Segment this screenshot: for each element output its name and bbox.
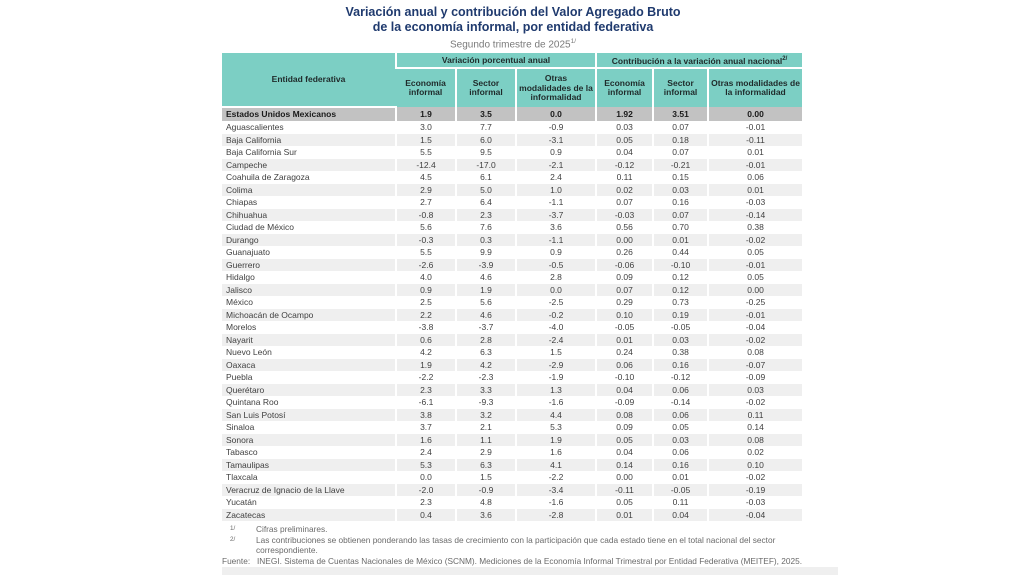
value-cell: 2.3: [396, 496, 456, 509]
value-cell: -0.9: [516, 121, 596, 134]
report-page: [222, 0, 804, 567]
value-cell: -3.7: [516, 209, 596, 222]
value-cell: 0.16: [653, 196, 708, 209]
value-cell: 0.19: [653, 309, 708, 322]
value-cell: 1.92: [596, 107, 653, 121]
table-row: [222, 209, 802, 222]
table-row: [222, 246, 802, 259]
entity-name: Coahuila de Zaragoza: [226, 172, 310, 183]
value-cell: -0.8: [396, 209, 456, 222]
value-cell: 0.02: [708, 446, 802, 459]
value-cell: 4.8: [456, 496, 516, 509]
value-cell: 3.2: [456, 409, 516, 422]
value-cell: 2.7: [396, 196, 456, 209]
value-cell: 3.51: [653, 107, 708, 121]
table-row: [222, 134, 802, 147]
value-cell: 2.3: [396, 384, 456, 397]
entity-name: Quintana Roo: [226, 397, 279, 408]
value-cell: -2.9: [516, 359, 596, 372]
column-group-contribution: [596, 53, 802, 68]
value-cell: -0.02: [708, 396, 802, 409]
value-cell: 0.10: [708, 459, 802, 472]
entity-name: Baja California Sur: [226, 147, 297, 158]
value-cell: -0.06: [596, 259, 653, 272]
value-cell: 3.6: [516, 221, 596, 234]
footnote-1-text: Cifras preliminares.: [256, 524, 328, 535]
value-cell: 2.9: [456, 446, 516, 459]
value-cell: 0.07: [596, 284, 653, 297]
entity-name: Hidalgo: [226, 272, 255, 283]
table-row: [222, 434, 802, 447]
table-row: [222, 346, 802, 359]
value-cell: 0.03: [653, 434, 708, 447]
value-cell: 0.04: [596, 146, 653, 159]
value-cell: 0.04: [596, 446, 653, 459]
value-cell: 0.08: [708, 346, 802, 359]
value-cell: 0.56: [596, 221, 653, 234]
value-cell: 0.07: [653, 209, 708, 222]
value-cell: 4.2: [456, 359, 516, 372]
value-cell: 4.0: [396, 271, 456, 284]
table-row: [222, 471, 802, 484]
value-cell: 4.1: [516, 459, 596, 472]
value-cell: 0.09: [596, 421, 653, 434]
table-row: [222, 421, 802, 434]
entity-name: Zacatecas: [222, 509, 396, 522]
value-cell: 2.2: [396, 309, 456, 322]
report-title-line1: Variación anual y contribución del Valor Agregado Bruto: [345, 5, 681, 19]
value-cell: -1.1: [516, 196, 596, 209]
footnotes: [222, 524, 804, 567]
table-row: [222, 221, 802, 234]
footnote-1: [222, 524, 804, 535]
value-cell: 0.00: [596, 471, 653, 484]
value-cell: -0.25: [708, 296, 802, 309]
table-row: [222, 484, 802, 497]
entity-name: Estados Unidos Mexicanos: [222, 107, 396, 121]
value-cell: 0.03: [708, 384, 802, 397]
table-row: [222, 509, 802, 522]
value-cell: -0.21: [653, 159, 708, 172]
value-cell: 0.0: [396, 471, 456, 484]
value-cell: -2.2: [396, 371, 456, 384]
value-cell: 1.9: [396, 359, 456, 372]
value-cell: 0.01: [596, 509, 653, 522]
value-cell: 1.9: [456, 284, 516, 297]
header-group-row: [222, 53, 802, 68]
table-row: [222, 234, 802, 247]
subtitle-footnote-marker: 1/: [570, 38, 577, 45]
value-cell: 1.5: [456, 471, 516, 484]
value-cell: 0.01: [596, 334, 653, 347]
entity-name: Nayarit: [222, 334, 396, 347]
value-cell: -3.4: [516, 484, 596, 497]
value-cell: -2.5: [516, 296, 596, 309]
entity-name: México: [226, 297, 253, 308]
value-cell: 0.11: [596, 171, 653, 184]
entity-name: Tlaxcala: [226, 472, 258, 483]
value-cell: 9.5: [456, 146, 516, 159]
entity-name: Michoacán de Ocampo: [222, 309, 396, 322]
footnote-2-text: Las contribuciones se obtienen ponderando las tasas de crecimiento con la participación que cada estado tiene en el total nacional del sector correspondiente.: [256, 534, 776, 556]
value-cell: -2.4: [516, 334, 596, 347]
value-cell: -0.07: [708, 359, 802, 372]
value-cell: -0.9: [456, 484, 516, 497]
entity-name: Veracruz de Ignacio de la Llave: [222, 484, 396, 497]
group-contribution-footnote-marker: 2/: [782, 55, 788, 62]
entity-name: Jalisco: [222, 284, 396, 297]
value-cell: 0.01: [653, 234, 708, 247]
value-cell: -0.14: [653, 396, 708, 409]
table-row: [222, 384, 802, 397]
value-cell: 3.3: [456, 384, 516, 397]
value-cell: 4.6: [456, 309, 516, 322]
value-cell: -2.8: [516, 509, 596, 522]
value-cell: 0.06: [596, 359, 653, 372]
value-cell: 0.04: [596, 384, 653, 397]
value-cell: -0.03: [596, 209, 653, 222]
value-cell: 2.9: [396, 184, 456, 197]
value-cell: -0.19: [708, 484, 802, 497]
table-row: [222, 496, 802, 509]
value-cell: 0.16: [653, 359, 708, 372]
value-cell: -0.05: [653, 484, 708, 497]
value-cell: -0.04: [708, 509, 802, 522]
value-cell: 0.6: [396, 334, 456, 347]
entity-name: Oaxaca: [222, 359, 396, 372]
table-row: [222, 259, 802, 272]
value-cell: -0.11: [596, 484, 653, 497]
value-cell: 5.5: [396, 146, 456, 159]
value-cell: 0.00: [708, 284, 802, 297]
value-cell: 7.7: [456, 121, 516, 134]
column-header-economia-informal-var: Economía informal: [396, 68, 456, 107]
value-cell: 0.07: [596, 196, 653, 209]
value-cell: 0.9: [396, 284, 456, 297]
value-cell: 1.5: [396, 134, 456, 147]
footnote-2: [222, 535, 804, 556]
value-cell: -17.0: [456, 159, 516, 172]
value-cell: 0.05: [708, 246, 802, 259]
value-cell: 0.01: [653, 471, 708, 484]
value-cell: 0.07: [653, 121, 708, 134]
table-row: [222, 271, 802, 284]
value-cell: 0.14: [596, 459, 653, 472]
value-cell: -9.3: [456, 396, 516, 409]
column-header-otras-modalidades-contrib: Otras modalidades de la informalidad: [708, 68, 802, 107]
value-cell: 0.4: [396, 509, 456, 522]
value-cell: 0.09: [596, 271, 653, 284]
value-cell: -0.05: [653, 321, 708, 334]
group-contribution-label: Contribución a la variación anual nacional: [611, 55, 783, 66]
report-subtitle: [222, 36, 804, 51]
value-cell: -3.8: [396, 321, 456, 334]
column-header-otras-modalidades-var: Otras modalidades de la informalidad: [516, 68, 596, 107]
value-cell: 0.02: [596, 184, 653, 197]
entity-name: Sinaloa: [226, 422, 255, 433]
value-cell: 0.03: [653, 184, 708, 197]
column-header-entity: Entidad federativa: [222, 53, 396, 107]
value-cell: -2.0: [396, 484, 456, 497]
value-cell: -2.2: [516, 471, 596, 484]
table-row: [222, 459, 802, 472]
value-cell: 4.5: [396, 171, 456, 184]
value-cell: 1.6: [516, 446, 596, 459]
entity-name: Baja California: [222, 134, 396, 147]
entity-name: Guanajuato: [226, 247, 270, 258]
value-cell: -12.4: [396, 159, 456, 172]
value-cell: -2.6: [396, 259, 456, 272]
value-cell: 0.15: [653, 171, 708, 184]
table-row: [222, 171, 802, 184]
value-cell: 0.26: [596, 246, 653, 259]
value-cell: 0.08: [708, 434, 802, 447]
value-cell: 1.9: [516, 434, 596, 447]
subtitle-text: Segundo trimestre de 2025: [449, 39, 571, 51]
value-cell: -0.01: [708, 121, 802, 134]
value-cell: 0.08: [596, 409, 653, 422]
value-cell: -2.1: [516, 159, 596, 172]
entity-name: Campeche: [222, 159, 396, 172]
value-cell: -0.02: [708, 471, 802, 484]
table-row: [222, 371, 802, 384]
value-cell: 6.3: [456, 346, 516, 359]
value-cell: -0.02: [708, 334, 802, 347]
table-row: [222, 121, 802, 134]
entity-name: Durango: [222, 234, 396, 247]
value-cell: 0.06: [653, 446, 708, 459]
entity-name: Aguascalientes: [226, 122, 284, 133]
value-cell: -4.0: [516, 321, 596, 334]
value-cell: 0.00: [708, 107, 802, 121]
value-cell: 0.38: [708, 221, 802, 234]
value-cell: 0.06: [708, 171, 802, 184]
value-cell: 0.04: [653, 509, 708, 522]
value-cell: 0.24: [596, 346, 653, 359]
value-cell: 3.7: [396, 421, 456, 434]
value-cell: 4.6: [456, 271, 516, 284]
value-cell: 0.00: [596, 234, 653, 247]
table-row: [222, 184, 802, 197]
table-row: [222, 284, 802, 297]
value-cell: 0.03: [653, 334, 708, 347]
entity-name: Chiapas: [226, 197, 258, 208]
value-cell: 2.4: [396, 446, 456, 459]
value-cell: 0.0: [516, 107, 596, 121]
value-cell: 2.3: [456, 209, 516, 222]
source-text: INEGI. Sistema de Cuentas Nacionales de México (SCNM). Mediciones de la Economía Informal Trimestral por Entidad Federativa (MEITEF), 2025.: [257, 556, 803, 567]
column-header-sector-informal-var: Sector informal: [456, 68, 516, 107]
value-cell: 5.6: [456, 296, 516, 309]
value-cell: -0.2: [516, 309, 596, 322]
value-cell: -1.6: [516, 396, 596, 409]
value-cell: 0.05: [653, 421, 708, 434]
entity-name: Querétaro: [222, 384, 396, 397]
entity-name: San Luis Potosí: [222, 409, 396, 422]
value-cell: 1.6: [396, 434, 456, 447]
value-cell: 9.9: [456, 246, 516, 259]
value-cell: 0.05: [708, 271, 802, 284]
value-cell: -0.01: [708, 259, 802, 272]
value-cell: -0.3: [396, 234, 456, 247]
value-cell: 0.05: [596, 496, 653, 509]
column-header-economia-informal-contrib: Economía informal: [596, 68, 653, 107]
value-cell: 5.3: [396, 459, 456, 472]
value-cell: 3.0: [396, 121, 456, 134]
value-cell: 0.01: [708, 146, 802, 159]
value-cell: 0.11: [708, 409, 802, 422]
value-cell: -2.3: [456, 371, 516, 384]
value-cell: 5.5: [396, 246, 456, 259]
source-line: [222, 556, 804, 567]
value-cell: 1.3: [516, 384, 596, 397]
value-cell: 2.5: [396, 296, 456, 309]
table-row-national: [222, 107, 802, 121]
entity-name: Ciudad de México: [226, 222, 295, 233]
value-cell: 0.0: [516, 284, 596, 297]
entity-name: Guerrero: [222, 259, 396, 272]
value-cell: 3.6: [456, 509, 516, 522]
value-cell: 0.11: [653, 496, 708, 509]
value-cell: -0.01: [708, 159, 802, 172]
value-cell: 0.3: [456, 234, 516, 247]
value-cell: -0.5: [516, 259, 596, 272]
value-cell: 0.06: [653, 409, 708, 422]
entity-name: Chihuahua: [222, 209, 396, 222]
table-row: [222, 396, 802, 409]
table-row: [222, 359, 802, 372]
value-cell: -0.04: [708, 321, 802, 334]
value-cell: 2.8: [456, 334, 516, 347]
value-cell: 6.1: [456, 171, 516, 184]
entity-name: Puebla: [226, 372, 253, 383]
table-row: [222, 321, 802, 334]
column-group-variation: [396, 53, 596, 68]
value-cell: -1.1: [516, 234, 596, 247]
value-cell: -0.01: [708, 309, 802, 322]
value-cell: 7.6: [456, 221, 516, 234]
entity-name: Colima: [222, 184, 396, 197]
value-cell: -0.11: [708, 134, 802, 147]
value-cell: -0.12: [653, 371, 708, 384]
report-title-line2: de la economía informal, por entidad federativa: [372, 20, 654, 34]
value-cell: 3.8: [396, 409, 456, 422]
value-cell: 0.9: [516, 146, 596, 159]
value-cell: -0.09: [708, 371, 802, 384]
value-cell: -0.12: [596, 159, 653, 172]
value-cell: 0.12: [653, 271, 708, 284]
value-cell: 1.9: [396, 107, 456, 121]
entity-name: Nuevo León: [226, 347, 272, 358]
value-cell: 0.14: [708, 421, 802, 434]
value-cell: 0.10: [596, 309, 653, 322]
value-cell: 0.70: [653, 221, 708, 234]
value-cell: 4.2: [396, 346, 456, 359]
value-cell: -0.03: [708, 196, 802, 209]
value-cell: 4.4: [516, 409, 596, 422]
value-cell: -1.9: [516, 371, 596, 384]
table-row: [222, 196, 802, 209]
value-cell: 6.4: [456, 196, 516, 209]
footnote-2-marker: 2/: [230, 535, 236, 543]
table-row: [222, 296, 802, 309]
value-cell: 0.07: [653, 146, 708, 159]
table-row: [222, 309, 802, 322]
value-cell: -1.6: [516, 496, 596, 509]
source-label: Fuente:: [222, 556, 251, 567]
value-cell: 5.0: [456, 184, 516, 197]
value-cell: 0.05: [596, 134, 653, 147]
value-cell: 0.16: [653, 459, 708, 472]
entity-name: Yucatán: [226, 497, 257, 508]
value-cell: 5.6: [396, 221, 456, 234]
value-cell: 0.9: [516, 246, 596, 259]
entity-name: Tamaulipas: [222, 459, 396, 472]
data-table: [222, 53, 802, 521]
value-cell: -0.14: [708, 209, 802, 222]
table-row: [222, 446, 802, 459]
group-variation-label: Variación porcentual anual: [441, 54, 551, 65]
value-cell: 0.44: [653, 246, 708, 259]
value-cell: 0.01: [708, 184, 802, 197]
table-row: [222, 334, 802, 347]
value-cell: -0.10: [653, 259, 708, 272]
value-cell: 1.1: [456, 434, 516, 447]
value-cell: 6.3: [456, 459, 516, 472]
value-cell: 1.0: [516, 184, 596, 197]
value-cell: -0.09: [596, 396, 653, 409]
bottom-page-edge: [222, 567, 838, 575]
value-cell: 2.8: [516, 271, 596, 284]
table-row: [222, 159, 802, 172]
report-title: [222, 0, 804, 35]
value-cell: 0.06: [653, 384, 708, 397]
value-cell: -3.9: [456, 259, 516, 272]
value-cell: 2.1: [456, 421, 516, 434]
value-cell: 0.05: [596, 434, 653, 447]
value-cell: -3.7: [456, 321, 516, 334]
value-cell: -3.1: [516, 134, 596, 147]
value-cell: -0.05: [596, 321, 653, 334]
table-row: [222, 146, 802, 159]
value-cell: -0.02: [708, 234, 802, 247]
footnote-1-marker: 1/: [230, 525, 236, 533]
value-cell: -0.03: [708, 496, 802, 509]
table-row: [222, 409, 802, 422]
value-cell: 0.29: [596, 296, 653, 309]
value-cell: 1.5: [516, 346, 596, 359]
entity-name: Morelos: [226, 322, 257, 333]
value-cell: 0.38: [653, 346, 708, 359]
column-header-sector-informal-contrib: Sector informal: [653, 68, 708, 107]
value-cell: 5.3: [516, 421, 596, 434]
value-cell: 6.0: [456, 134, 516, 147]
value-cell: 0.18: [653, 134, 708, 147]
value-cell: 0.03: [596, 121, 653, 134]
value-cell: 2.4: [516, 171, 596, 184]
value-cell: -6.1: [396, 396, 456, 409]
entity-name: Sonora: [222, 434, 396, 447]
value-cell: 3.5: [456, 107, 516, 121]
entity-name: Tabasco: [226, 447, 258, 458]
value-cell: -0.10: [596, 371, 653, 384]
value-cell: 0.12: [653, 284, 708, 297]
value-cell: 0.73: [653, 296, 708, 309]
